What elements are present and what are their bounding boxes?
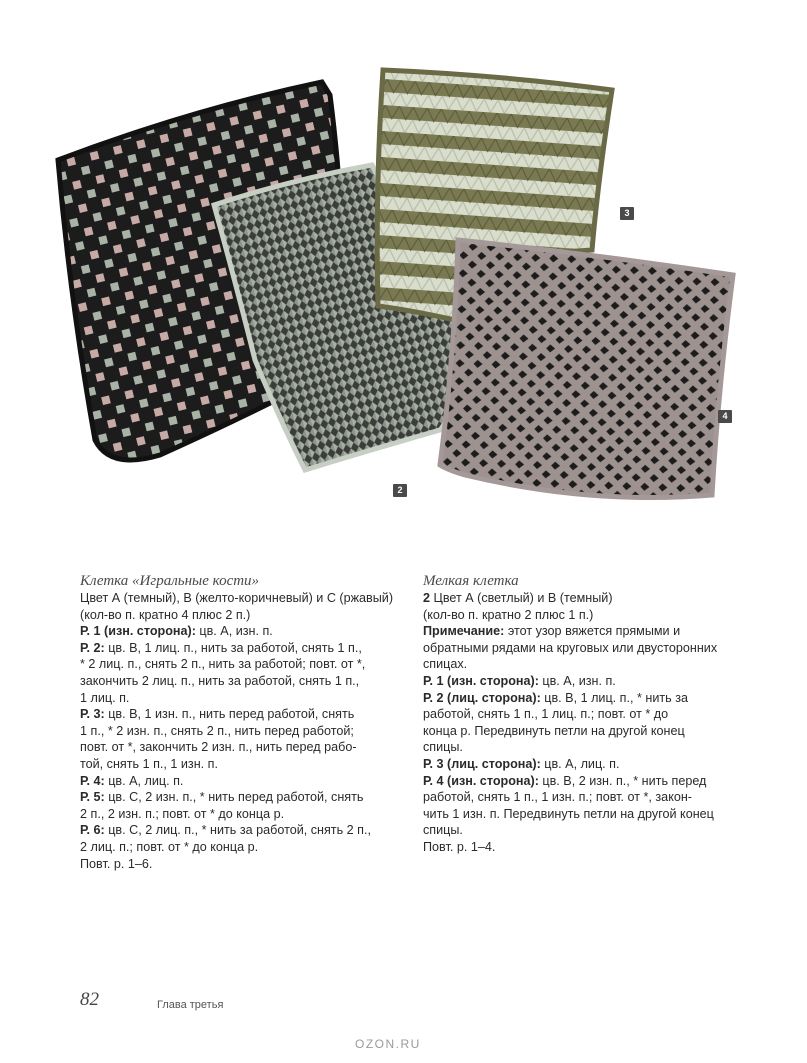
row-text: спицах. [423, 657, 468, 672]
row-label: Р. 5: [80, 790, 105, 805]
instruction-line [80, 640, 415, 657]
row-text: цв. А, лиц. п. [540, 756, 620, 771]
row-label: Р. 2 (лиц. сторона): [423, 690, 541, 705]
row-label: Р. 4 (изн. сторона): [423, 773, 539, 788]
row-text: 1 лиц. п. [80, 690, 130, 705]
instruction-line [80, 806, 415, 823]
left-pattern-title: Клетка «Игральные кости» [80, 573, 260, 589]
page-number: 82 [80, 989, 99, 1010]
row-text: этот узор вяжется прямыми и [504, 624, 681, 639]
instruction-line [80, 656, 415, 673]
instruction-line [80, 623, 415, 640]
row-text: цв. В, 1 изн. п., нить перед работой, снять [104, 707, 355, 722]
row-text: цв. А, изн. п. [195, 624, 273, 639]
left-instruction-lines [80, 590, 415, 872]
row-text: спицы. [423, 823, 463, 838]
swatch-label-2: 2 [393, 484, 407, 497]
row-text: цв. С, 2 изн. п., * нить перед работой, снять [104, 790, 364, 805]
instruction-line [80, 789, 415, 806]
instruction-line [80, 723, 415, 740]
row-text: цв. В, 1 лиц. п., * нить за [540, 690, 688, 705]
row-label: Р. 1 (изн. сторона): [80, 624, 196, 639]
instruction-line [423, 623, 763, 640]
instruction-line [423, 723, 763, 740]
instruction-line [423, 673, 763, 690]
row-label: Р. 1 (изн. сторона): [423, 673, 539, 688]
swatch-label-4: 4 [718, 410, 732, 423]
swatch-4 [440, 240, 733, 498]
row-text: 2 лиц. п.; повт. от * до конца р. [80, 839, 259, 854]
chapter-title: Глава третья [157, 999, 224, 1011]
row-text: той, снять 1 п., 1 изн. п. [80, 756, 218, 771]
instruction-line [80, 673, 415, 690]
right-pattern-title: Мелкая клетка [423, 573, 519, 589]
row-text: конца р. Передвинуть петли на другой конец [423, 723, 685, 738]
instruction-line [423, 656, 763, 673]
row-text: (кол-во п. кратно 4 плюс 2 п.) [80, 607, 251, 622]
row-text: закончить 2 лиц. п., нить за работой, снять 1 п., [80, 673, 360, 688]
row-text: 1 п., * 2 изн. п., снять 2 п., нить перед работой; [80, 723, 354, 738]
instruction-line [80, 590, 415, 607]
instruction-line [80, 839, 415, 856]
instruction-line [423, 739, 763, 756]
row-text: 2 п., 2 изн. п.; повт. от * до конца р. [80, 806, 285, 821]
right-instructions [423, 573, 763, 856]
row-text: * 2 лиц. п., снять 2 п., нить за работой; повт. от *, [80, 657, 366, 672]
swatch-label-3: 3 [620, 207, 634, 220]
instruction-line [423, 773, 763, 790]
instruction-line [80, 756, 415, 773]
row-text: работой, снять 1 п., 1 изн. п.; повт. от *, закон- [423, 790, 692, 805]
row-text: спицы. [423, 740, 463, 755]
swatch-photo [0, 0, 807, 520]
row-label: Р. 4: [80, 773, 105, 788]
instruction-line [423, 789, 763, 806]
row-text: повт. от *, закончить 2 изн. п., нить перед рабо- [80, 740, 357, 755]
instruction-line [423, 756, 763, 773]
instruction-line [80, 607, 415, 624]
instruction-line [80, 706, 415, 723]
row-text: работой, снять 1 п., 1 лиц. п.; повт. от * до [423, 707, 669, 722]
instruction-line [423, 640, 763, 657]
instruction-line [80, 856, 415, 873]
row-text: чить 1 изн. п. Передвинуть петли на другой конец [423, 806, 714, 821]
ozon-watermark: OZON.RU [355, 1037, 421, 1051]
row-label: 2 [423, 591, 431, 605]
instruction-line [80, 773, 415, 790]
instruction-line [423, 839, 763, 856]
row-text: Повт. р. 1–6. [80, 856, 153, 871]
row-text: цв. С, 2 лиц. п., * нить за работой, снять 2 п., [104, 823, 371, 838]
instruction-line [423, 806, 763, 823]
row-label: Примечание: [423, 624, 505, 639]
instruction-line [423, 607, 763, 624]
instruction-line [423, 706, 763, 723]
row-text: Цвет А (светлый) и В (темный) [430, 591, 613, 605]
instruction-line [80, 739, 415, 756]
row-label: Р. 3: [80, 707, 105, 722]
instruction-line [423, 822, 763, 839]
instruction-line [423, 690, 763, 707]
instruction-line [80, 822, 415, 839]
row-text: Повт. р. 1–4. [423, 839, 496, 854]
instruction-line [80, 690, 415, 707]
row-text: цв. А, изн. п. [538, 673, 616, 688]
right-instruction-lines [423, 590, 763, 856]
row-text: Цвет А (темный), В (желто-коричневый) и С (ржавый) [80, 591, 394, 605]
row-label: Р. 3 (лиц. сторона): [423, 756, 541, 771]
left-instructions [80, 573, 415, 872]
row-text: цв. А, лиц. п. [104, 773, 184, 788]
row-label: Р. 6: [80, 823, 105, 838]
row-text: цв. В, 2 изн. п., * нить перед [538, 773, 707, 788]
row-label: Р. 2: [80, 640, 105, 655]
row-text: цв. В, 1 лиц. п., нить за работой, снять 1 п., [104, 640, 362, 655]
row-text: обратными рядами на круговых или двусторонних [423, 640, 718, 655]
instruction-line [423, 590, 763, 607]
row-text: (кол-во п. кратно 2 плюс 1 п.) [423, 607, 594, 622]
